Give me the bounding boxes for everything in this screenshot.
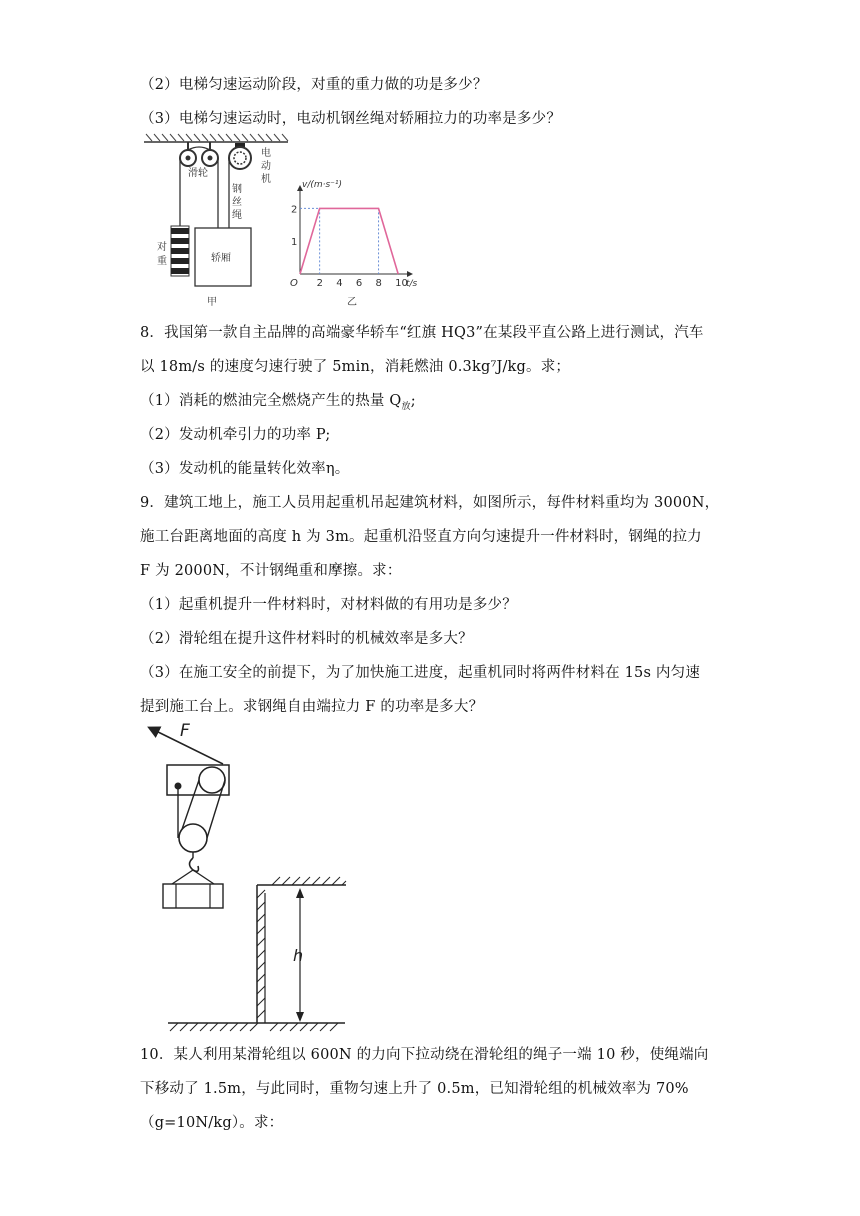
q9-part2: （2）滑轮组在提升这件材料时的机械效率是多大？: [140, 631, 473, 647]
height-label: h: [293, 946, 304, 965]
q8-part3: （3）发动机的能量转化效率η。: [140, 461, 350, 477]
q8-part1-subscript: 放: [401, 401, 411, 412]
q9-line2: 施工台距离地面的高度 h 为 3m。起重机沿竖直方向匀速提升一件材料时，钢绳的拉力: [140, 529, 702, 545]
q10-line1: 10．某人利用某滑轮组以 600N 的力向下拉动绕在滑轮组的绳子一端 10 秒，使绳端向: [140, 1047, 709, 1063]
cabin-label: 轿厢: [211, 253, 231, 264]
q9-line3: F 为 2000N，不计钢绳重和摩擦。求：: [140, 563, 402, 579]
crane-pulley-figure: [140, 718, 360, 1036]
motor-label-1: 电: [261, 148, 271, 159]
y-tick-label-0: 1: [291, 237, 298, 249]
rope-label-3: 绳: [232, 210, 242, 221]
caption-right: 乙: [347, 297, 357, 308]
elevator-figure: [140, 130, 290, 310]
motor-icon: [229, 147, 251, 169]
q8-part1: [140, 389, 416, 412]
motor-label-2: 动: [261, 161, 271, 172]
q7-part2: （2）电梯匀速运动阶段，对重的重力做的功是多少？: [140, 77, 488, 93]
q8-line2: 以 18m/s 的速度匀速行驶了 5min，消耗燃油 0.3kg⁷J/kg。求；: [140, 359, 571, 375]
origin-label: O: [290, 278, 298, 289]
fixed-pulley: [199, 767, 225, 793]
x-tick-label-1: 4: [336, 278, 343, 289]
velocity-time-chart: [285, 175, 425, 310]
pulley-label: 滑轮: [188, 168, 208, 179]
q10-line3: （g=10N/kg）。求：: [140, 1115, 284, 1131]
q9-part3a: （3）在施工安全的前提下，为了加快施工进度，起重机同时将两件材料在 15s 内匀速: [140, 665, 701, 681]
velocity-series-line: [300, 208, 398, 274]
q8-part1-end: ;: [410, 393, 416, 409]
counterweight: [171, 226, 189, 276]
q10-line2: 下移动了 1.5m，与此同时，重物匀速上升了 0.5m，已知滑轮组的机械效率为 70%: [140, 1081, 689, 1097]
y-tick-label-1: 2: [291, 204, 298, 216]
q8-part1-text: （1）消耗的燃油完全燃烧产生的热量 Q: [140, 393, 402, 409]
x-tick-label-0: 2: [316, 278, 324, 289]
caption-left: 甲: [207, 297, 217, 308]
x-axis-label: t/s: [406, 279, 418, 289]
rope-label-2: 丝: [232, 197, 242, 208]
y-axis-label: v/(m·s⁻¹): [302, 180, 343, 190]
x-tick-label-3: 8: [375, 278, 382, 289]
x-tick-label-4: 10: [395, 278, 408, 289]
q9-line1: 9．建筑工地上，施工人员用起重机吊起建筑材料，如图所示，每件材料重均为 3000N，: [140, 495, 720, 511]
hook: [190, 858, 199, 871]
q9-part1: （1）起重机提升一件材料时，对材料做的有用功是多少？: [140, 597, 517, 613]
counterweight-label-2: 重: [157, 256, 167, 267]
x-tick-label-2: 6: [355, 278, 363, 289]
counterweight-label-1: 对: [157, 242, 167, 253]
q8-line1: 8．我国第一款自主品牌的高端豪华轿车“红旗 HQ3”在某段平直公路上进行测试，汽车: [140, 325, 704, 341]
material-block: [163, 884, 223, 908]
q7-part3: （3）电梯匀速运动时，电动机钢丝绳对轿厢拉力的功率是多少？: [140, 111, 562, 127]
q8-part2: （2）发动机牵引力的功率 P;: [140, 427, 331, 443]
motor-label-3: 机: [261, 174, 271, 185]
moving-pulley: [179, 824, 207, 852]
force-label: F: [180, 721, 190, 741]
rope-label-1: 钢: [232, 184, 242, 195]
q9-part3b: 提到施工台上。求钢绳自由端拉力 F 的功率是多大？: [140, 699, 484, 715]
